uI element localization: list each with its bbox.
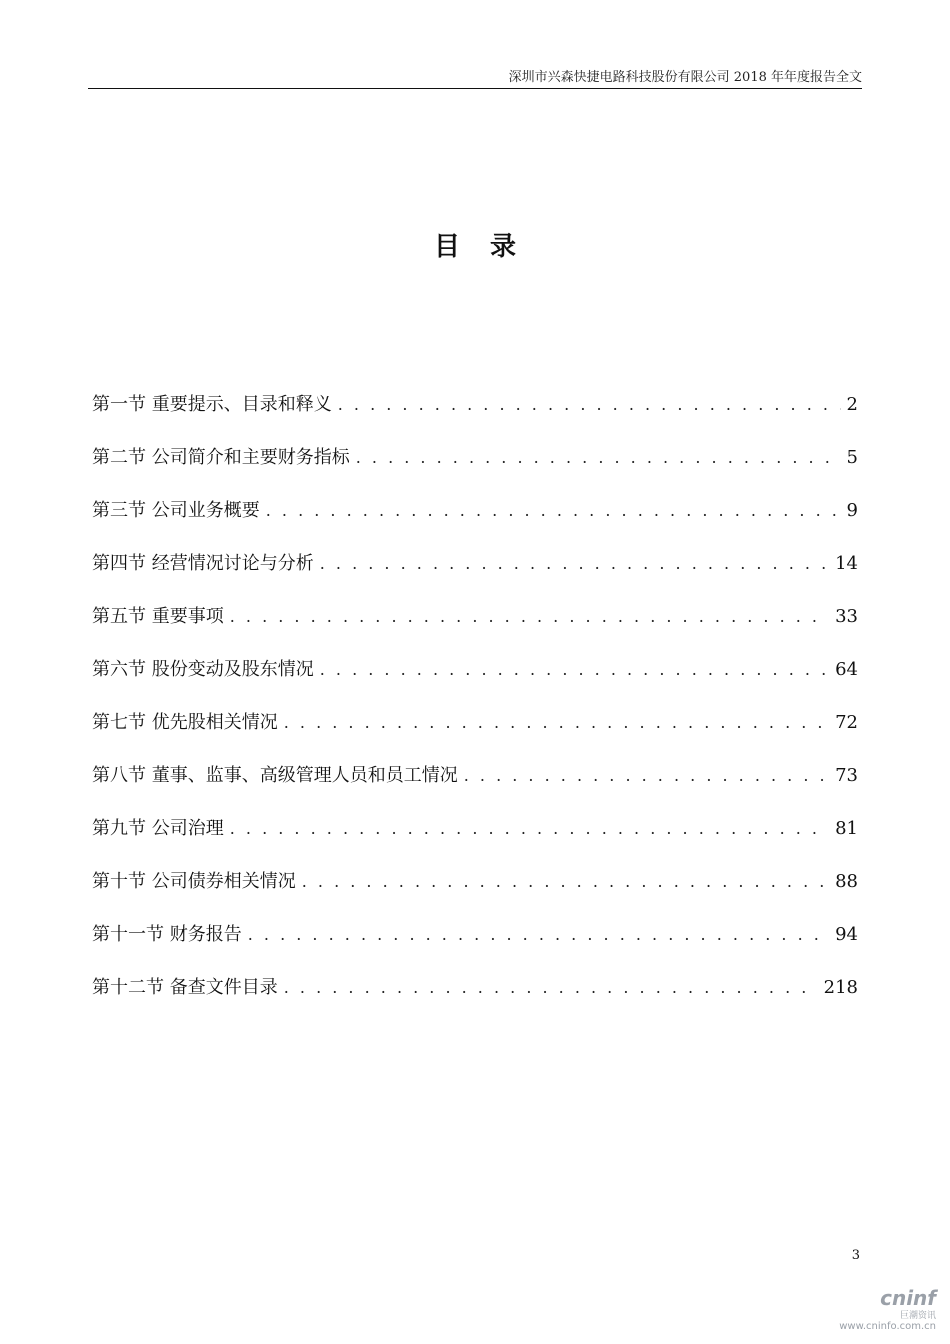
toc-section-label: 第二节 公司简介和主要财务指标 bbox=[92, 447, 350, 468]
toc-leader-dots bbox=[464, 766, 829, 785]
toc-entry[interactable] bbox=[92, 814, 858, 867]
toc-page-number: 73 bbox=[835, 765, 858, 786]
cninfo-logo: cninf bbox=[880, 1286, 936, 1310]
toc-page-number: 81 bbox=[835, 818, 858, 839]
toc-page-number: 14 bbox=[835, 553, 858, 574]
toc-leader-dots bbox=[284, 713, 829, 732]
toc-section-label: 第三节 公司业务概要 bbox=[92, 500, 260, 521]
toc-page-number: 33 bbox=[835, 606, 858, 627]
toc-page-number: 2 bbox=[846, 394, 858, 415]
toc-entry[interactable] bbox=[92, 761, 858, 814]
toc-leader-dots bbox=[248, 925, 829, 944]
toc-leader-dots bbox=[338, 395, 841, 414]
running-header: 深圳市兴森快捷电路科技股份有限公司 2018 年年度报告全文 bbox=[508, 70, 862, 85]
toc-section-label: 第六节 股份变动及股东情况 bbox=[92, 659, 314, 680]
page-number: 3 bbox=[851, 1248, 860, 1263]
toc-entry[interactable] bbox=[92, 496, 858, 549]
toc-page-number: 94 bbox=[835, 924, 858, 945]
page-title: 目录 bbox=[433, 232, 546, 262]
toc-leader-dots bbox=[266, 501, 841, 520]
toc-page-number: 5 bbox=[846, 447, 858, 468]
toc-entry[interactable] bbox=[92, 708, 858, 761]
toc-section-label: 第十二节 备查文件目录 bbox=[92, 977, 278, 998]
toc-section-label: 第一节 重要提示、目录和释义 bbox=[92, 394, 332, 415]
toc-leader-dots bbox=[230, 607, 829, 626]
toc-page-number: 64 bbox=[835, 659, 858, 680]
table-of-contents bbox=[92, 390, 858, 1026]
cninfo-watermark bbox=[839, 1288, 936, 1332]
header-divider bbox=[88, 88, 862, 89]
toc-entry[interactable] bbox=[92, 549, 858, 602]
toc-section-label: 第九节 公司治理 bbox=[92, 818, 224, 839]
toc-leader-dots bbox=[356, 448, 841, 467]
toc-entry[interactable] bbox=[92, 920, 858, 973]
toc-entry[interactable] bbox=[92, 443, 858, 496]
toc-entry[interactable] bbox=[92, 390, 858, 443]
toc-section-label: 第七节 优先股相关情况 bbox=[92, 712, 278, 733]
toc-leader-dots bbox=[320, 660, 829, 679]
toc-entry[interactable] bbox=[92, 867, 858, 920]
toc-page-number: 9 bbox=[846, 500, 858, 521]
toc-leader-dots bbox=[320, 554, 829, 573]
toc-section-label: 第十节 公司债券相关情况 bbox=[92, 871, 296, 892]
watermark-url: www.cninfo.com.cn bbox=[839, 1321, 936, 1332]
toc-section-label: 第八节 董事、监事、高级管理人员和员工情况 bbox=[92, 765, 458, 786]
toc-leader-dots bbox=[302, 872, 829, 891]
toc-entry[interactable] bbox=[92, 655, 858, 708]
watermark-subtitle: 巨潮资讯 bbox=[899, 1311, 936, 1321]
toc-page-number: 72 bbox=[835, 712, 858, 733]
toc-entry[interactable] bbox=[92, 973, 858, 1026]
toc-page-number: 88 bbox=[835, 871, 858, 892]
toc-section-label: 第五节 重要事项 bbox=[92, 606, 224, 627]
toc-section-label: 第四节 经营情况讨论与分析 bbox=[92, 553, 314, 574]
toc-page-number: 218 bbox=[823, 977, 858, 998]
toc-leader-dots bbox=[284, 978, 818, 997]
toc-entry[interactable] bbox=[92, 602, 858, 655]
toc-section-label: 第十一节 财务报告 bbox=[92, 924, 242, 945]
toc-leader-dots bbox=[230, 819, 829, 838]
